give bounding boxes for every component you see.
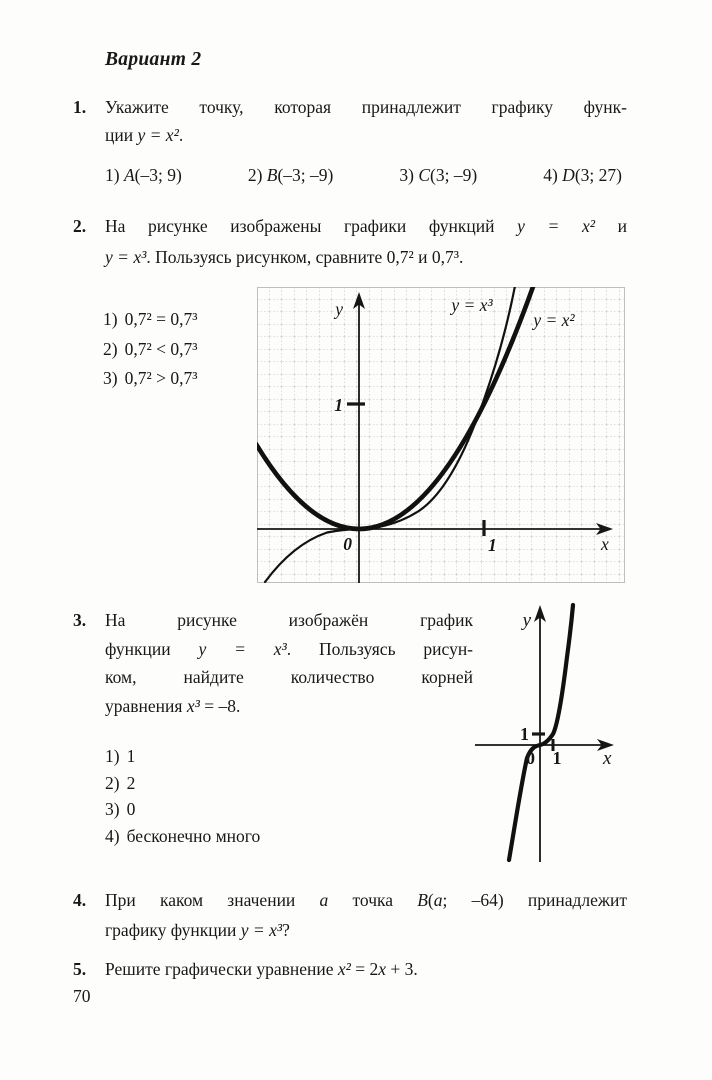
- option-4: 4) бесконечно много: [105, 825, 261, 846]
- formula: y = x²: [137, 125, 179, 145]
- problem-1-text: [105, 93, 627, 149]
- problem-2-number: 2.: [73, 216, 87, 236]
- option-2: 2) 2: [105, 772, 136, 793]
- formula: y = x²: [517, 216, 595, 236]
- option-4: 4) D(3; 27): [543, 165, 622, 185]
- problem-3-options: [105, 743, 260, 849]
- problem-2: [73, 211, 627, 273]
- problem-1-number: 1.: [73, 97, 87, 117]
- formula: a: [319, 890, 329, 910]
- option-1: 1) 1: [105, 746, 136, 766]
- option-3: 3) C(3; –9): [399, 165, 478, 185]
- option-1: 1) 0,7² = 0,7³: [103, 309, 198, 329]
- problem-3-number: 3.: [73, 610, 87, 630]
- page-number: 70: [73, 986, 91, 1006]
- text-line: y = x³. Пользуясь рисунком, сравните 0,7² и 0,7³.: [105, 247, 464, 267]
- origin-label: 0: [343, 534, 352, 554]
- x-axis-label: x: [603, 748, 612, 769]
- formula: y = x³: [105, 247, 147, 267]
- formula: y = x³: [198, 638, 287, 659]
- problem-3-text: [105, 606, 473, 720]
- formula: y = x³: [240, 920, 283, 940]
- y-axis-label: y: [522, 610, 531, 631]
- variant-title: Вариант 2: [105, 49, 202, 70]
- figure-parabola-and-cubic: [257, 287, 625, 583]
- formula: a: [433, 890, 443, 910]
- option-3: 3) 0: [105, 799, 136, 819]
- text-line: функции y = x³. Пользуясь рисун-: [105, 638, 474, 659]
- curve-label-x-squared: y = x²: [533, 310, 575, 330]
- option-1: 1) A(–3; 9): [105, 165, 182, 185]
- origin-label: 0: [526, 748, 535, 768]
- curve-label-x-cubed: y = x³: [451, 295, 493, 315]
- text-line: ции y = x².: [105, 125, 184, 145]
- option-2: 2) 0,7² < 0,7³: [103, 338, 198, 359]
- y-tick-label: 1: [334, 395, 343, 415]
- y-axis-label: y: [335, 299, 343, 319]
- problem-4-number: 4.: [73, 890, 87, 910]
- formula: B: [417, 890, 428, 910]
- problem-5-text: [105, 955, 627, 983]
- option-3: 3) 0,7² > 0,7³: [103, 368, 198, 388]
- problem-1: [73, 93, 627, 149]
- problem-4-text: [105, 885, 627, 945]
- x-tick-label: 1: [488, 535, 497, 555]
- formula: x²: [337, 959, 351, 979]
- problem-5: [73, 955, 627, 983]
- text-line: уравнения x³ = –8.: [105, 695, 241, 716]
- problem-2-options: [103, 305, 197, 394]
- formula: x³: [186, 695, 200, 716]
- figure-cubic: [455, 598, 627, 864]
- x-tick-label: 1: [552, 748, 562, 768]
- problem-1-options: [105, 163, 622, 187]
- y-tick-label: 1: [520, 724, 529, 744]
- x-axis-label: x: [601, 534, 609, 554]
- text-line: На рисунке изображены графики функций y = x² и: [105, 216, 627, 236]
- problem-2-text: [105, 211, 627, 273]
- problem-3: [73, 606, 473, 720]
- text-line: Решите графически уравнение x² = 2x + 3.: [105, 959, 418, 979]
- text-line: ком, найдите количество корней: [105, 667, 473, 687]
- option-2: 2) B(–3; –9): [247, 165, 334, 185]
- text-line: На рисунке изображён график: [105, 610, 473, 630]
- text-line: При каком значении a точка B(a; –64) принадлежит: [105, 890, 627, 910]
- text-line: Укажите точку, которая принадлежит графику функ-: [105, 97, 627, 117]
- problem-4: [73, 885, 627, 945]
- text-line: графику функции y = x³?: [105, 920, 290, 940]
- problem-5-number: 5.: [73, 959, 87, 979]
- formula: x: [378, 959, 387, 979]
